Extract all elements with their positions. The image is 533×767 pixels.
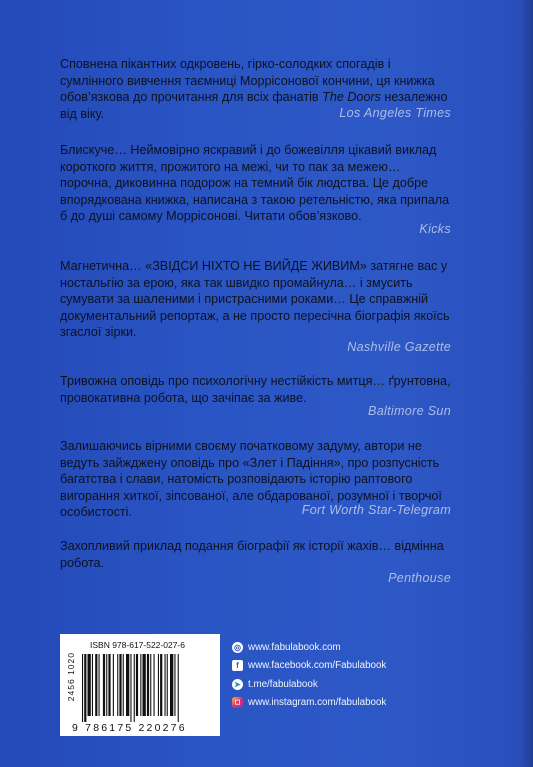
barcode-side-digits: 2456 1020 <box>66 652 76 702</box>
barcode-bar <box>147 654 149 716</box>
link-instagram-text: www.instagram.com/fabulabook <box>248 697 387 709</box>
barcode-bar <box>130 654 131 722</box>
barcode-bar <box>134 654 135 722</box>
barcode-bar <box>170 654 173 716</box>
barcode-bar <box>108 654 110 716</box>
barcode-bar <box>99 654 100 716</box>
review-2 <box>60 142 452 225</box>
barcode-bar <box>106 654 107 716</box>
spine-shadow <box>519 0 533 767</box>
barcode-bar <box>160 654 162 716</box>
social-links <box>232 639 386 713</box>
review-2-text: Блискуче… Неймовірно яскравий і до божевілля цікавий виклад короткого життя, прожитого на межі, чи то пак за межею… порочна, диковинна подорож на темний бік людства. Це добре впорядкована книжка, написана з такою ретельністю, яка припала б до душі самому Моррісонові. Читати обов’язково. <box>60 143 450 223</box>
barcode-bar <box>178 654 179 722</box>
review-1-source: Los Angeles Times <box>339 106 451 120</box>
link-website[interactable] <box>232 639 386 656</box>
review-5-source: Fort Worth Star-Telegram <box>301 503 451 517</box>
review-4-source: Baltimore Sun <box>368 404 451 418</box>
review-3-source: Nashville Gazette <box>347 340 451 354</box>
barcode-bar <box>123 654 124 716</box>
review-6-text: Захопливий приклад подання біографії як історії жахів… відмінна робота. <box>60 539 444 570</box>
isbn-text: ISBN 978-617-522-027-6 <box>90 640 185 650</box>
barcode-label <box>60 634 220 736</box>
barcode-bar <box>167 654 168 716</box>
barcode-bar <box>140 654 141 716</box>
review-3-text: Магнетична… «ЗВІДСИ НІХТО НЕ ВИЙДЕ ЖИВИМ» затягне вас у ностальгію за ерою, яка так швидко промайнула… і змусить сумувати за шаленими і пристрасними роками… Це справжній документальний репортаж, а не просто пересічна біографія якоїсь згаслої зірки. <box>60 259 450 339</box>
barcode-bar <box>154 654 155 716</box>
barcode-bar <box>92 654 93 716</box>
barcode-bar <box>84 654 86 722</box>
link-instagram[interactable] <box>232 695 386 712</box>
barcode-bar <box>95 654 97 716</box>
barcode-number: 9 786175 220276 <box>72 722 187 734</box>
review-5-text: Залишаючись вірними своєму початковому задуму, автори не ведуть зайжджену оповідь про «Злет і Падіння», про розпусність багатства і слави, натомість розповідають історію раптового вигорання хиткої, зіпсованої, але обдарованої, розумної і творчої особистості. <box>60 439 442 519</box>
barcode-bar <box>103 654 105 716</box>
link-telegram-text: t.me/fabulabook <box>248 678 318 690</box>
review-6 <box>60 538 452 571</box>
barcode-bar <box>174 654 175 716</box>
review-4 <box>60 373 452 406</box>
barcode-bar <box>126 654 129 716</box>
barcode-bar <box>119 654 121 716</box>
globe-icon: ◎ <box>232 642 243 653</box>
instagram-icon: ◻ <box>232 697 243 708</box>
link-website-text: www.fabulabook.com <box>248 641 341 653</box>
review-3 <box>60 258 452 341</box>
link-facebook[interactable] <box>232 658 386 675</box>
barcode-bar <box>88 654 91 716</box>
barcode-bar <box>82 654 83 722</box>
barcode-bar <box>136 654 138 716</box>
barcode-bar <box>117 654 118 716</box>
barcode-bar <box>113 654 114 716</box>
review-6-source: Penthouse <box>388 571 451 585</box>
review-4-text: Тривожна оповідь про психологічну нестійкість митця… ґрунтовна, провокативна робота, що зачіпає за живе. <box>60 374 451 405</box>
barcode-bar <box>150 654 151 716</box>
review-1-text: Сповнена пікантних одкровень, гірко-солодких спогадів і сумлінного вивчення таємниці Моррісонової кончини, ця книжка обов’язкова до прочитання для всіх фанатів The Doors незалежно від віку. <box>60 57 448 121</box>
link-telegram[interactable] <box>232 676 386 693</box>
facebook-icon: f <box>232 660 243 671</box>
barcode-bar <box>158 654 159 716</box>
review-2-source: Kicks <box>419 222 451 236</box>
barcode-bar <box>143 654 146 716</box>
barcode-bars <box>82 654 206 722</box>
barcode-bar <box>165 654 166 716</box>
telegram-icon: ➤ <box>232 679 243 690</box>
link-facebook-text: www.facebook.com/Fabulabook <box>248 660 387 672</box>
